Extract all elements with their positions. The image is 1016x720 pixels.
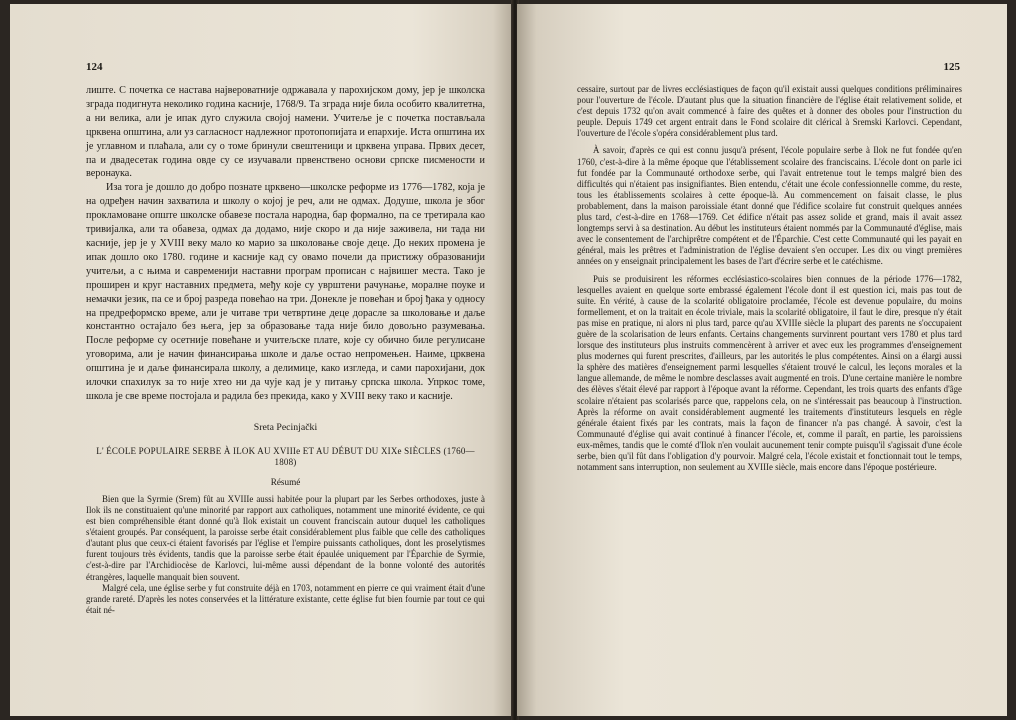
- page-number: 125: [943, 61, 960, 73]
- paragraph: Bien que la Syrmie (Srem) fût au XVIIIe aussi habitée pour la plupart par les Serbes orthodoxes, juste à Ilok ils ne constituaient qu'une minorité par rapport aux catholiques, notamment une minorité évidente, ce qui est bien compréhensible étant donné qu'à Ilok existait un couvent franciscain autour duquel les catholiques s'étaient groupés. Par conséquent, la paroisse serbe était considérablement plus faible que celle des catholiques d'autant plus que ceux-ci étaient favorisés par l'église et l'empire puissants catholiques, dont les proselytismes furent toujours très évidents, tandis que la paroisse serbe était épaulée uniquement par l'Éparchie de Syrmie, c'est-à-dire par l'Archidiocèse de Karlovci, lui-même aussi dépendant de la bonne volonté des autorités étrangères, laquelle manquait bien souvent.: [86, 493, 485, 582]
- paragraph: cessaire, surtout par de livres ecclésiastiques de façon qu'il existait aussi quelques conditions préliminaires pour l'ouverture de l'école. D'autant plus que la situation financière de l'église était relativement solide, et c'est depuis 1732 qu'on avait commencé à faire des quêtes et à donner des oboles pour l'instruction du peuple. Depuis 1749 cet argent entrait dans le Fond scolaire dit clérical à Sremski Karlovci. Cependant, l'ouverture de l'école s'opéra considérablement plus tard.: [577, 84, 962, 139]
- french-text: [577, 84, 962, 473]
- page-number: 124: [86, 61, 103, 73]
- resume-heading: Résumé: [270, 476, 301, 487]
- author-name: Sreta Pecinjački: [253, 421, 318, 433]
- left-page: [10, 4, 513, 716]
- paragraph: Puis se produisirent les réformes ecclésiastico-scolaires bien connues de la période 1776—1782, lesquelles avaient en quelque sorte embrassé également l'école dont il est question ici, mais pas tout de suite. En vérité, à cause de la scolarité obligatoire proclamée, l'école est devenue populaire, du moins formellement, et on la traitait en école triviale, mais la scolarité obligatoire, il faut le dire, presque n'y était pas mise en pratique, ni alors ni plus tard, parce qu'au XVIIIe siècle la plupart des parents ne s'occupaient guère de la scolarisation de leurs enfants. Certains changements survinrent pourtant vers 1780 et plus tard lorsque des instituteurs plus instruits commencèrent à arriver et avec eux les programmes d'enseignement plus modernes qui furent prescrites, d'ailleurs, par les autorités le plus compétentes. Ainsi on a élargi aussi la sphère des matières d'enseignement parmi lesquelles s'étaient trouvé le calcul, les leçons morales et la langue allemande, de même le nombre desclasses avait augmenté en trois. D'une certaine manière le nombre des élèves s'était élevé par rapport à l'époque avant la réforme. Cependant, les trois quarts des enfants d'âge scolaire n'étaient pas scolarisés parce que, rappelons cela, on ne s'intéressait pas beaucoup à l'instruction. Après la réforme on avait considérablement augmenté les traitements d'instituteurs lesquels en règle générale étaient fixés par les contrats, mais la façon de financer n'a pas changé. À savoir, c'est la Communauté d'église qui avait continué à financer l'école, et, comme il paraît, en partie, les paroissiens eux-mêmes, tandis que le comté d'Ilok n'en voulait aucunement tenir compte puisqu'il s'agissait d'une école serbe, bien qu'il fût dans l'obligation d'y pourvoir. Malgré cela, l'école existait et fonctionnait tout le temps, notamment sans interruption, non seulement au XVIIIe siècle, mais encore dans l'époque postérieure.: [577, 273, 962, 473]
- right-page: [517, 4, 1007, 716]
- summary-title: L' ÉCOLE POPULAIRE SERBE À ILOK AU XVIIIe ET AU DÉBUT DU XIXe SIÈCLES (1760—1808): [96, 445, 475, 467]
- paragraph: Malgré cela, une église serbe y fut construite déjà en 1703, notamment en pierre ce qui vraiment était d'une grande rareté. D'après les notes conservées et la littérature existante, cette église fut bien fournie par tout ce qui était né-: [86, 582, 485, 615]
- resume-text: [86, 494, 485, 616]
- paragraph: лиште. С почетка се настава највероватније одржавала у парохијском дому, јер је школска зграда подигнута неколико година касније, 1768/9. Та зграда није била особито квалитетна, а ни велика, али је ипак дуго служила својој намени. Учитеље је с почетка постављала црквена општина, али уз сагласност надлежног протопопијата и епархије. Иста општина их је углавном и плаћала, али су о томе бринули свештеници и црквена управа. Првих десет, па и двадесетак година овде су се изучавали првенствено основи српске писмености и веронаука.: [86, 85, 485, 180]
- paragraph: À savoir, d'après ce qui est connu jusqu'à présent, l'école populaire serbe à Ilok ne fut fondée qu'en 1760, c'est-à-dire à la même époque que l'établissement scolaire des franciscains. L'école dont on parle ici fut fondée par la Communauté orthodoxe serbe, qui l'avait entretenue tout le temps malgré bien des difficultés qui n'étaient pas insignifiantes. Bien entendu, c'était une école confessionnelle comme, du reste, tous les établissements scolaires à cette époque-là. Au commencement on faisait classe, le plus probablement, dans la maison paroissiale étant donné que l'édifice scolaire fut construit quelques années plus tard, c'est-à-dire en 1768—1769. Cet édifice n'était pas assez solide et grand, mais il avait assez longtemps servi à sa destination. Au début les instituteurs étaient nommés par la Communauté d'église, mais avec le consentement de l'archiprêtre compétent et de l'Éparchie. C'est cette Communauté qui les payait en général, mais les prêtres et l'administration de l'église devaient s'en occuper. Les dix ou vingt premières années on y enseignait principalement les bases de l'art d'écrire serbe et le catéchisme.: [577, 145, 962, 267]
- paragraph: Иза тога је дошло до добро познате црквено—школске реформе из 1776—1782, која је на одређен начин захватила и школу о којој је реч, али не одмах. Додуше, школа је због прокламоване опште школске обавезе постала народна, бар формално, па се третирала као тривијалка, али та обавеза, одмах да додамо, није скоро и да није заживела, ни тада ни касније, јер је у XVIII веку мало ко марио за школовање своје деце. До неких промена је ипак дошло око 1780. године и касније кад су овамо почели да пристижу образованији учитељи, а с њима и савременији наставни програм прописан с највишег места. Тако је проширен и круг наставних предмета, међу које су уврштени рачунање, моралне поуке и немачки језик, па се и број разреда повећао на три. Донекле је повећан и број ђака у односу на предреформско време, али је читаве три четвртине деце дорасле за школовање и даље константно остајало без њега, јер за образовање тада није било довољно разумевања. После реформе су осетније повећане и учитељске плате, које су обично биле регулисане уговорима, али је начин финансирања школе и даље остао непромењен. Наиме, црквена општина је и даље финансирала школу, а делимице, како изгледа, и сами парохијани, док илочки спахилук за то није хтео ни да чује кад је у питању српска школа. Упркос томе, школа је све време постојала и радила без прекида, како у XVIII веку тако и касније.: [86, 182, 485, 402]
- serbian-text: [86, 84, 485, 404]
